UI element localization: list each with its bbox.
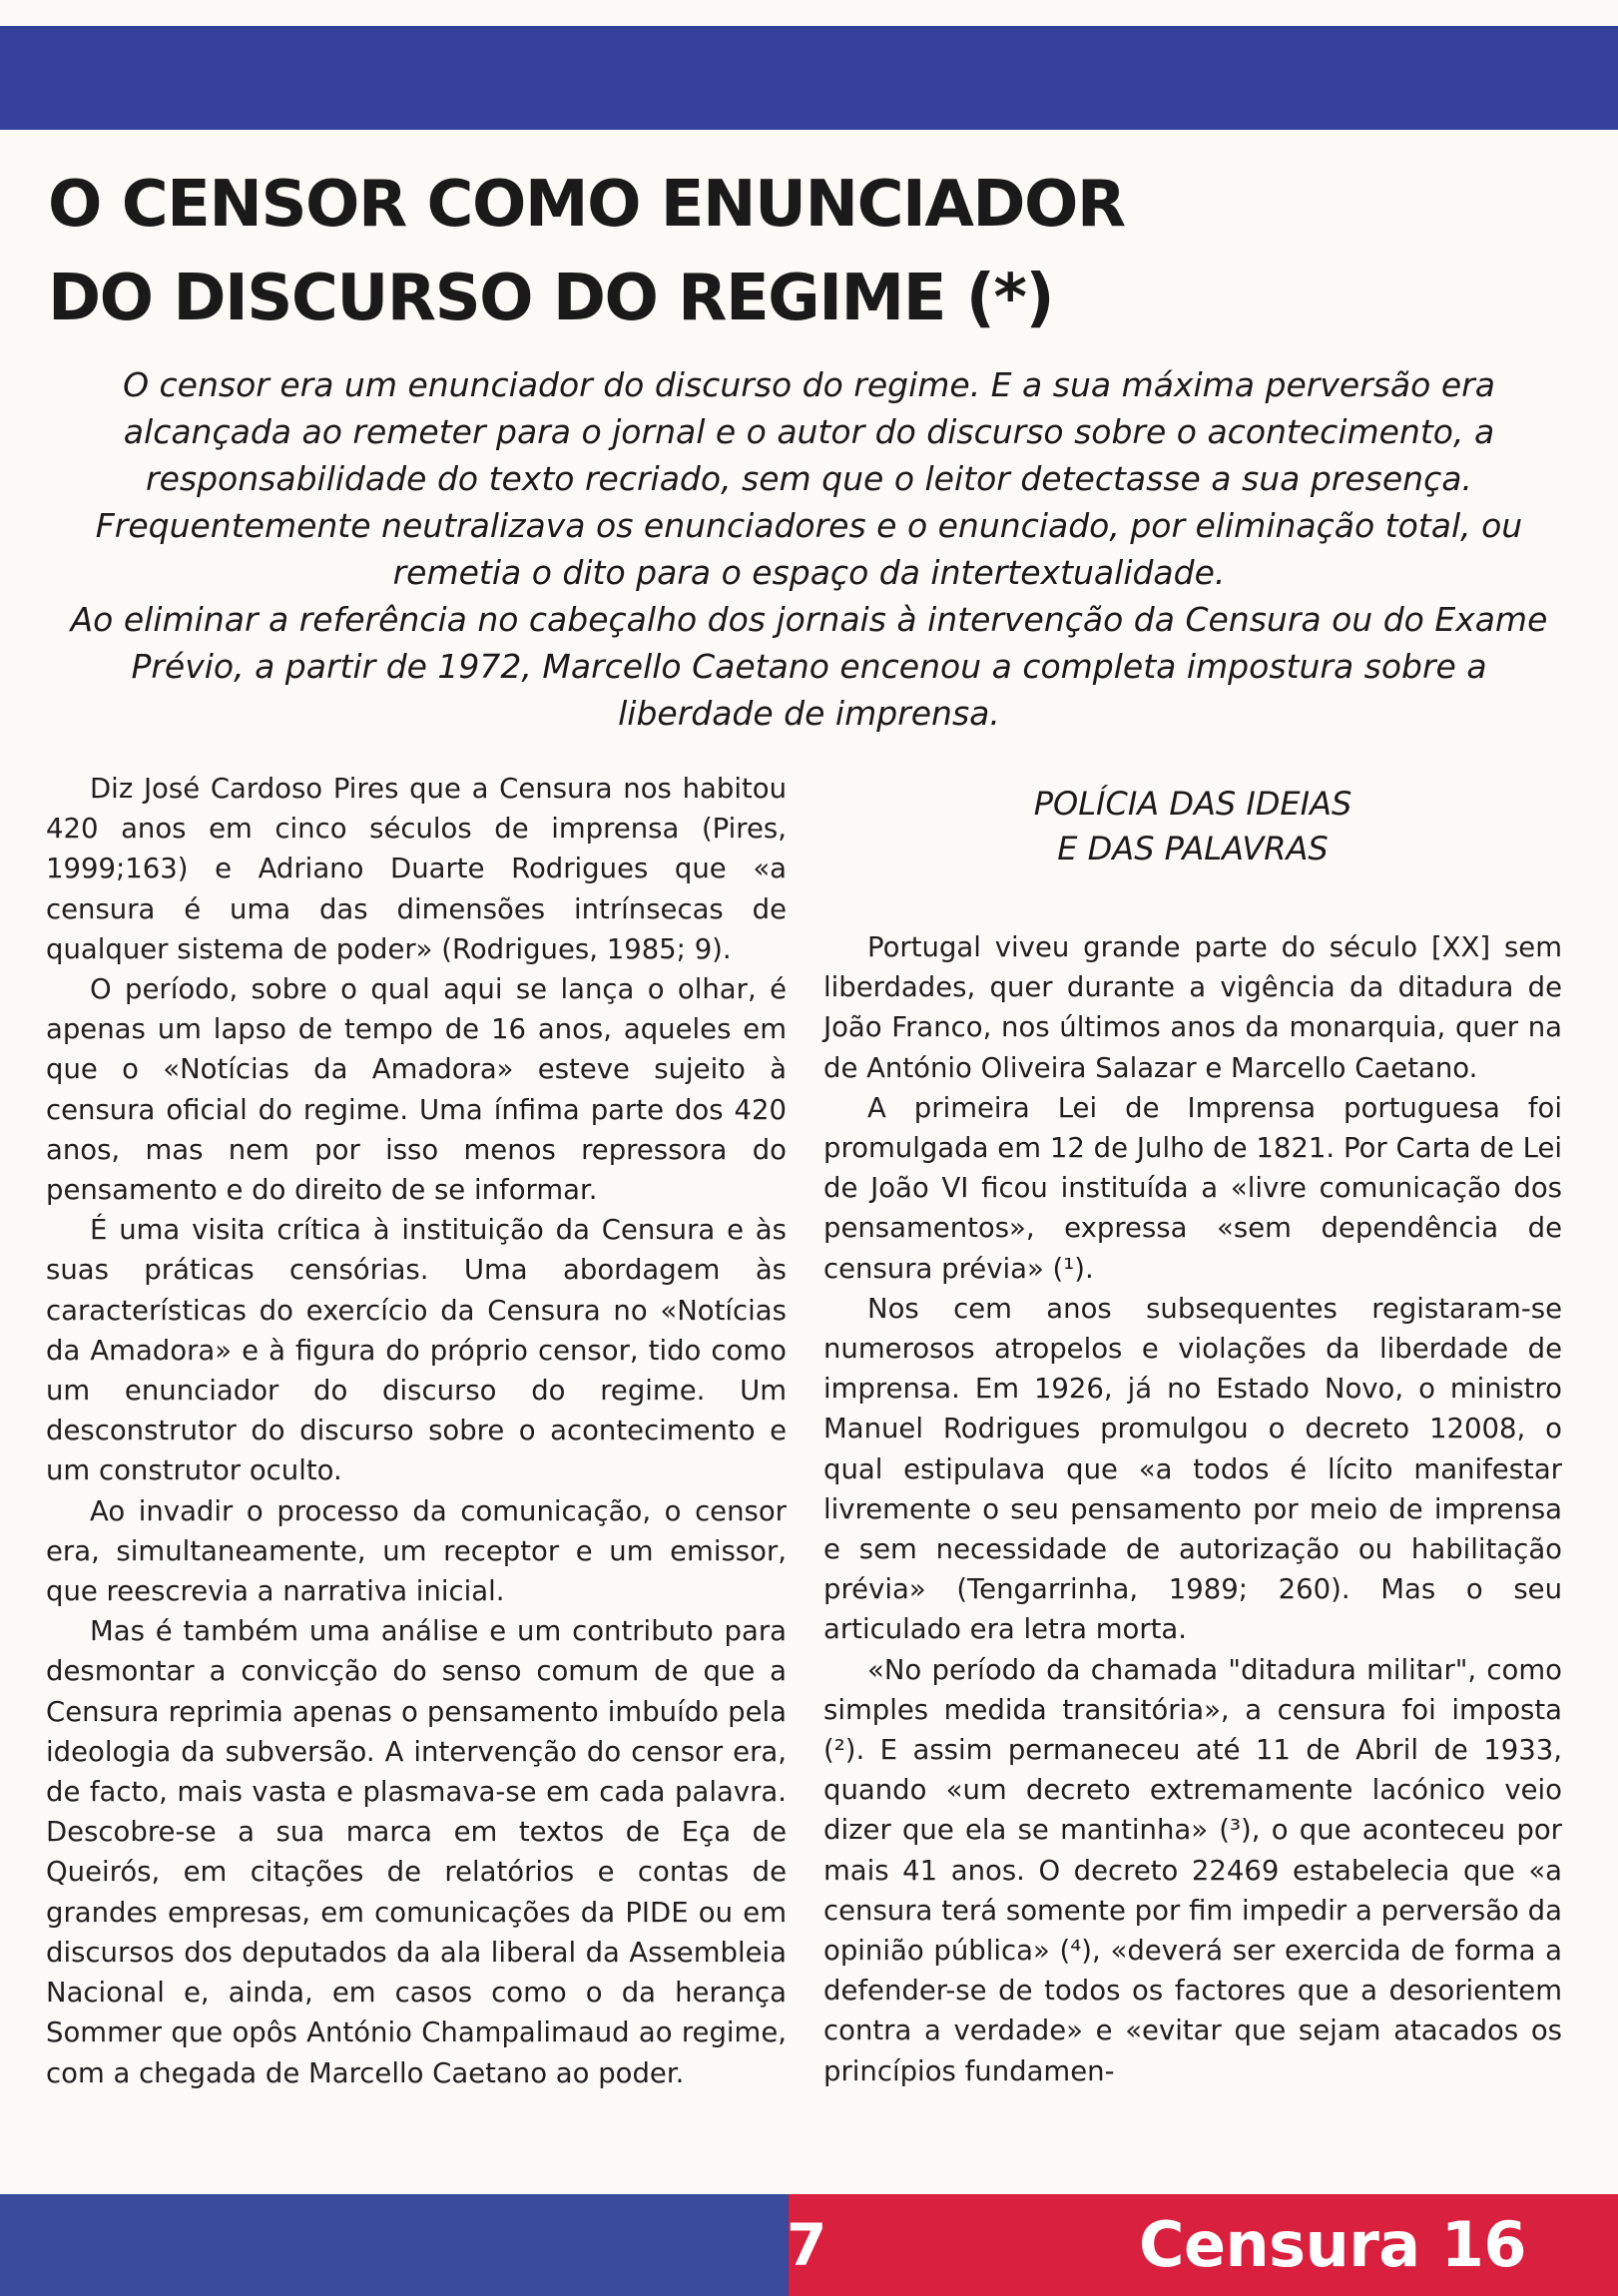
section-heading-line-1: POLÍCIA DAS IDEIAS — [1033, 785, 1352, 823]
right-paragraph-2: A primeira Lei de Imprensa portuguesa foi promulgada em 12 de Julho de 1821. Por Carta de Lei de João VI ficou instituída a «livre comunicação dos pensamentos», expressa «sem dependência de censura prévia» (¹). — [823, 1091, 1562, 1285]
magazine-name: Censura 16 — [1138, 2208, 1526, 2281]
footer-blue-band — [0, 2194, 789, 2296]
article-title — [48, 158, 1146, 345]
lead-paragraph-2: Ao eliminar a referência no cabeçalho dos jornais à intervenção da Censura ou do Exame Prévio, a partir de 1972, Marcello Caetano encenou a completa impostura sobre a liberdade de imprensa. — [70, 600, 1548, 733]
left-paragraph-5: Mas é também uma análise e um contributo para desmontar a convicção do senso comum de que a Censura reprimia apenas o pensamento imbuído pela ideologia da subversão. A intervenção do censor era, de facto, mais vasta e plasmava-se em cada palavra. Descobre-se a sua marca em textos de Eça de Queirós, em citações de relatórios e contas de grandes empresas, em comunicações da PIDE ou em discursos dos deputados da ala liberal da Assembleia Nacional e, ainda, em casos como o da herança Sommer que opôs António Champalimaud ao regime, com a chegada de Marcello Caetano ao poder. — [46, 1615, 787, 2089]
lead-paragraph-1: O censor era um enunciador do discurso do regime. E a sua máxima perversão era alcançada ao remeter para o jornal e o autor do discurso sobre o acontecimento, a responsabilidade do texto recriado, sem que o leitor detectasse a sua presença. Frequentemente neutralizava os enunciadores e o enunciado, por eliminação total, ou remetia o dito para o espaço da intertextualidade. — [95, 365, 1523, 592]
left-column — [46, 769, 787, 2093]
right-paragraph-4: «No período da chamada "ditadura militar", como simples medida transitória», a censura foi imposta (²). E assim permaneceu até 11 de Abril de 1933, quando «um decreto extremamente lacónico veio dizer que ela se mantinha» (³), o que aconteceu por mais 41 anos. O decreto 22469 estabelecia que «a censura terá somente por fim impedir a perversão da opinião pública» (⁴), «deverá ser exercida de forma a defender-se de todos os factores que a desorientem contra a verdade» e «evitar que sejam atacados os princípios fundamen- — [823, 1653, 1562, 2087]
article-lead — [58, 361, 1560, 737]
page-number: 7 — [787, 2211, 827, 2279]
section-heading-line-2: E DAS PALAVRAS — [1057, 830, 1329, 867]
title-line-1: O CENSOR COMO ENUNCIADOR — [48, 168, 1125, 242]
left-paragraph-3: É uma visita crítica à instituição da Censura e às suas práticas censórias. Uma abordagem às características do exercício da Censura no «Notícias da Amadora» e à figura do próprio censor, tido como um enunciador do discurso do regime. Um desconstrutor do discurso sobre o acontecimento e um construtor oculto. — [46, 1214, 787, 1487]
top-color-bar — [0, 26, 1618, 130]
left-paragraph-4: Ao invadir o processo da comunicação, o censor era, simultaneamente, um receptor e um emissor, que reescrevia a narrativa inicial. — [46, 1494, 787, 1608]
title-line-2: DO DISCURSO DO REGIME (*) — [48, 262, 1054, 335]
right-paragraph-3: Nos cem anos subsequentes registaram-se numerosos atropelos e violações da liberdade de imprensa. Em 1926, já no Estado Novo, o ministro Manuel Rodrigues promulgou o decreto 12008, o qual estipulava que «a todos é lícito manifestar livremente o seu pensamento por meio de imprensa e sem necessidade de autorização ou habilitação prévia» (Tengarrinha, 1989; 260). Mas o seu articulado era letra morta. — [823, 1292, 1562, 1646]
right-column — [823, 769, 1562, 2091]
section-heading — [823, 782, 1562, 871]
right-paragraph-1: Portugal viveu grande parte do século [XX] sem liberdades, quer durante a vigência da ditadura de João Franco, nos últimos anos da monarquia, quer na de António Oliveira Salazar e Marcello Caetano. — [823, 931, 1562, 1084]
left-paragraph-1: Diz José Cardoso Pires que a Censura nos habitou 420 anos em cinco séculos de imprensa (Pires, 1999;163) e Adriano Duarte Rodrigues que «a censura é uma das dimensões intrínsecas de qualquer sistema de poder» (Rodrigues, 1985; 9). — [46, 773, 787, 965]
left-paragraph-2: O período, sobre o qual aqui se lança o olhar, é apenas um lapso de tempo de 16 anos, aqueles em que o «Notícias da Amadora» esteve sujeito à censura oficial do regime. Uma ínfima parte dos 420 anos, mas nem por isso menos repressora do pensamento e do direito de se informar. — [46, 973, 787, 1207]
